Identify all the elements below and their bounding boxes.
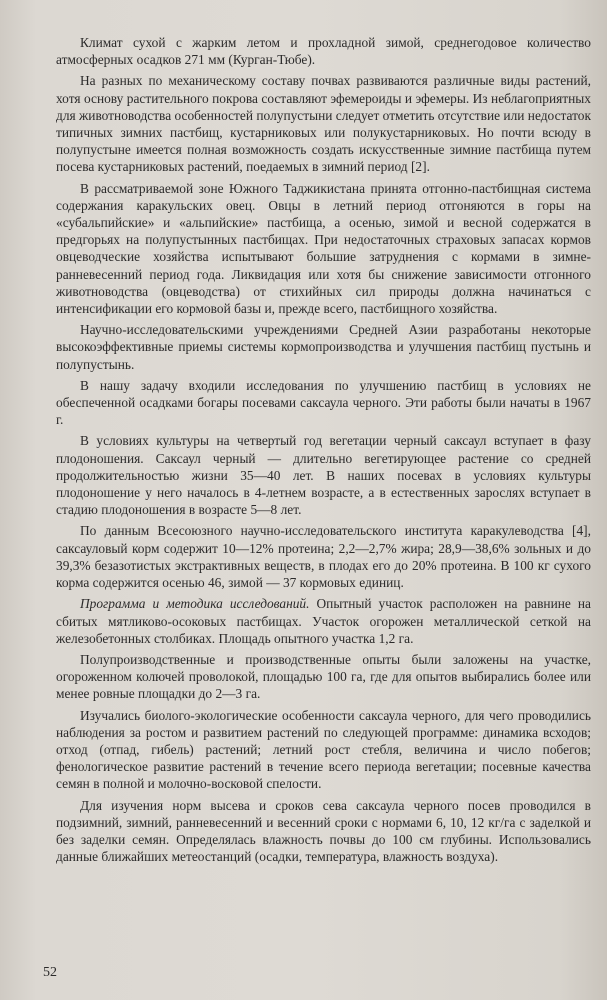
paragraph-feed-composition: По данным Всесоюзного научно-исследовательского института каракулеводства [4], саксауловый корм содержит 10—12% протеина; 2,2—2,7% жира; 28,9—38,6% зольных и до 39,3% безазотистых экстрактивных веществ, в плодах его до 20% протеина. В 100 кг сухого корма содержится осенью 46, зимой — 37 кормовых единиц. <box>56 523 591 591</box>
paragraph-pasture-system: В рассматриваемой зоне Южного Таджикистана принята отгонно-пастбищная система содержания каракульских овец. Овцы в летний период отгоняются в горы на «субальпийские» и «альпийские» пастбища, а осенью, зимой и весной содержатся в предгорьях на полупустынных пастбищах. При недостаточных страховых запасах кормов овцеводческие хозяйства испытывают большие затруднения с кормами в зимне-ранневесенний период года. Ликвидация или хотя бы снижение зависимости отгонного животноводства (овцеводства) от стихийных сил природы должна начинаться с интенсификации его кормовой базы и, прежде всего, пастбищного хозяйства. <box>56 180 591 317</box>
paragraph-climate: Климат сухой с жарким летом и прохладной зимой, среднегодовое количество атмосферных осадков 271 мм (Курган-Тюбе). <box>56 35 591 68</box>
paragraph-fruiting: В условиях культуры на четвертый год вегетации черный саксаул вступает в фазу плодоношения. Саксаул черный — длительно вегетирующее растение со средней продолжительностью жизни 35—40 лет. В наших посевах в условиях культуры плодоношение у него началось в 4-летнем возрасте, а в естественных зарослях вступает в стадию плодоношения в возрасте 5—8 лет. <box>56 433 591 518</box>
paragraph-task: В нашу задачу входили исследования по улучшению пастбищ в условиях не обеспеченной осадками богары посевами саксаула черного. Эти работы были начаты в 1967 г. <box>56 377 591 428</box>
paragraph-sowing: Для изучения норм высева и сроков сева саксаула черного посев проводился в подзимний, зимний, ранневесенний и весенний сроки с нормами 6, 10, 12 кг/га с заделкой и без заделки семян. Определялась влажность почвы до 100 см глубины. Использовались данные ближайших метеостанций (осадки, температура, влажность воздуха). <box>56 797 591 865</box>
paragraph-methodology <box>56 595 591 647</box>
paragraph-methodology-text: Опытный участок расположен на равнине на сбитых мятликово-осоковых пастбищах. Участок огорожен металлической сеткой на железобетонных столбиках. Площадь опытного участка 1,2 га. <box>56 596 591 646</box>
paragraph-observations: Изучались биолого-экологические особенности саксаула черного, для чего проводились наблюдения за ростом и развитием растений по следующей программе: динамика всходов; отход (отпад, гибель) растений; летний рост стебля, величина и число побегов; фенологическое развитие растений в течение всего периода вегетации; посевные качества семян в полной и молочно-восковой спелости. <box>56 707 591 792</box>
section-heading: Программа и методика исследований. <box>80 596 310 612</box>
body-text <box>56 34 591 869</box>
paragraph-experiments: Полупроизводственные и производственные опыты были заложены на участке, огороженном колючей проволокой, площадью 100 га, где для опытов выбирались более или менее ровные площадки до 2—3 га. <box>56 651 591 702</box>
paragraph-research-institutions: Научно-исследовательскими учреждениями Средней Азии разработаны некоторые высокоэффективные приемы системы кормопроизводства и улучшения пастбищ пустынь и полупустынь. <box>56 322 591 372</box>
page-number: 52 <box>43 965 57 980</box>
paragraph-vegetation: На разных по механическому составу почвах развиваются различные виды растений, хотя основу растительного покрова составляют эфемероиды и эфемеры. Из неблагоприятных для животноводства особенностей полупустыни следует отметить отсутствие или недостаток типичных зимних пастбищ, кустарниковых или полукустарниковых. Но почти всюду в полупустыне имеется полная возможность создать искусственные зимние пастбища путем посева кустарниковых растений, поедаемых в зимний период [2]. <box>56 73 591 175</box>
